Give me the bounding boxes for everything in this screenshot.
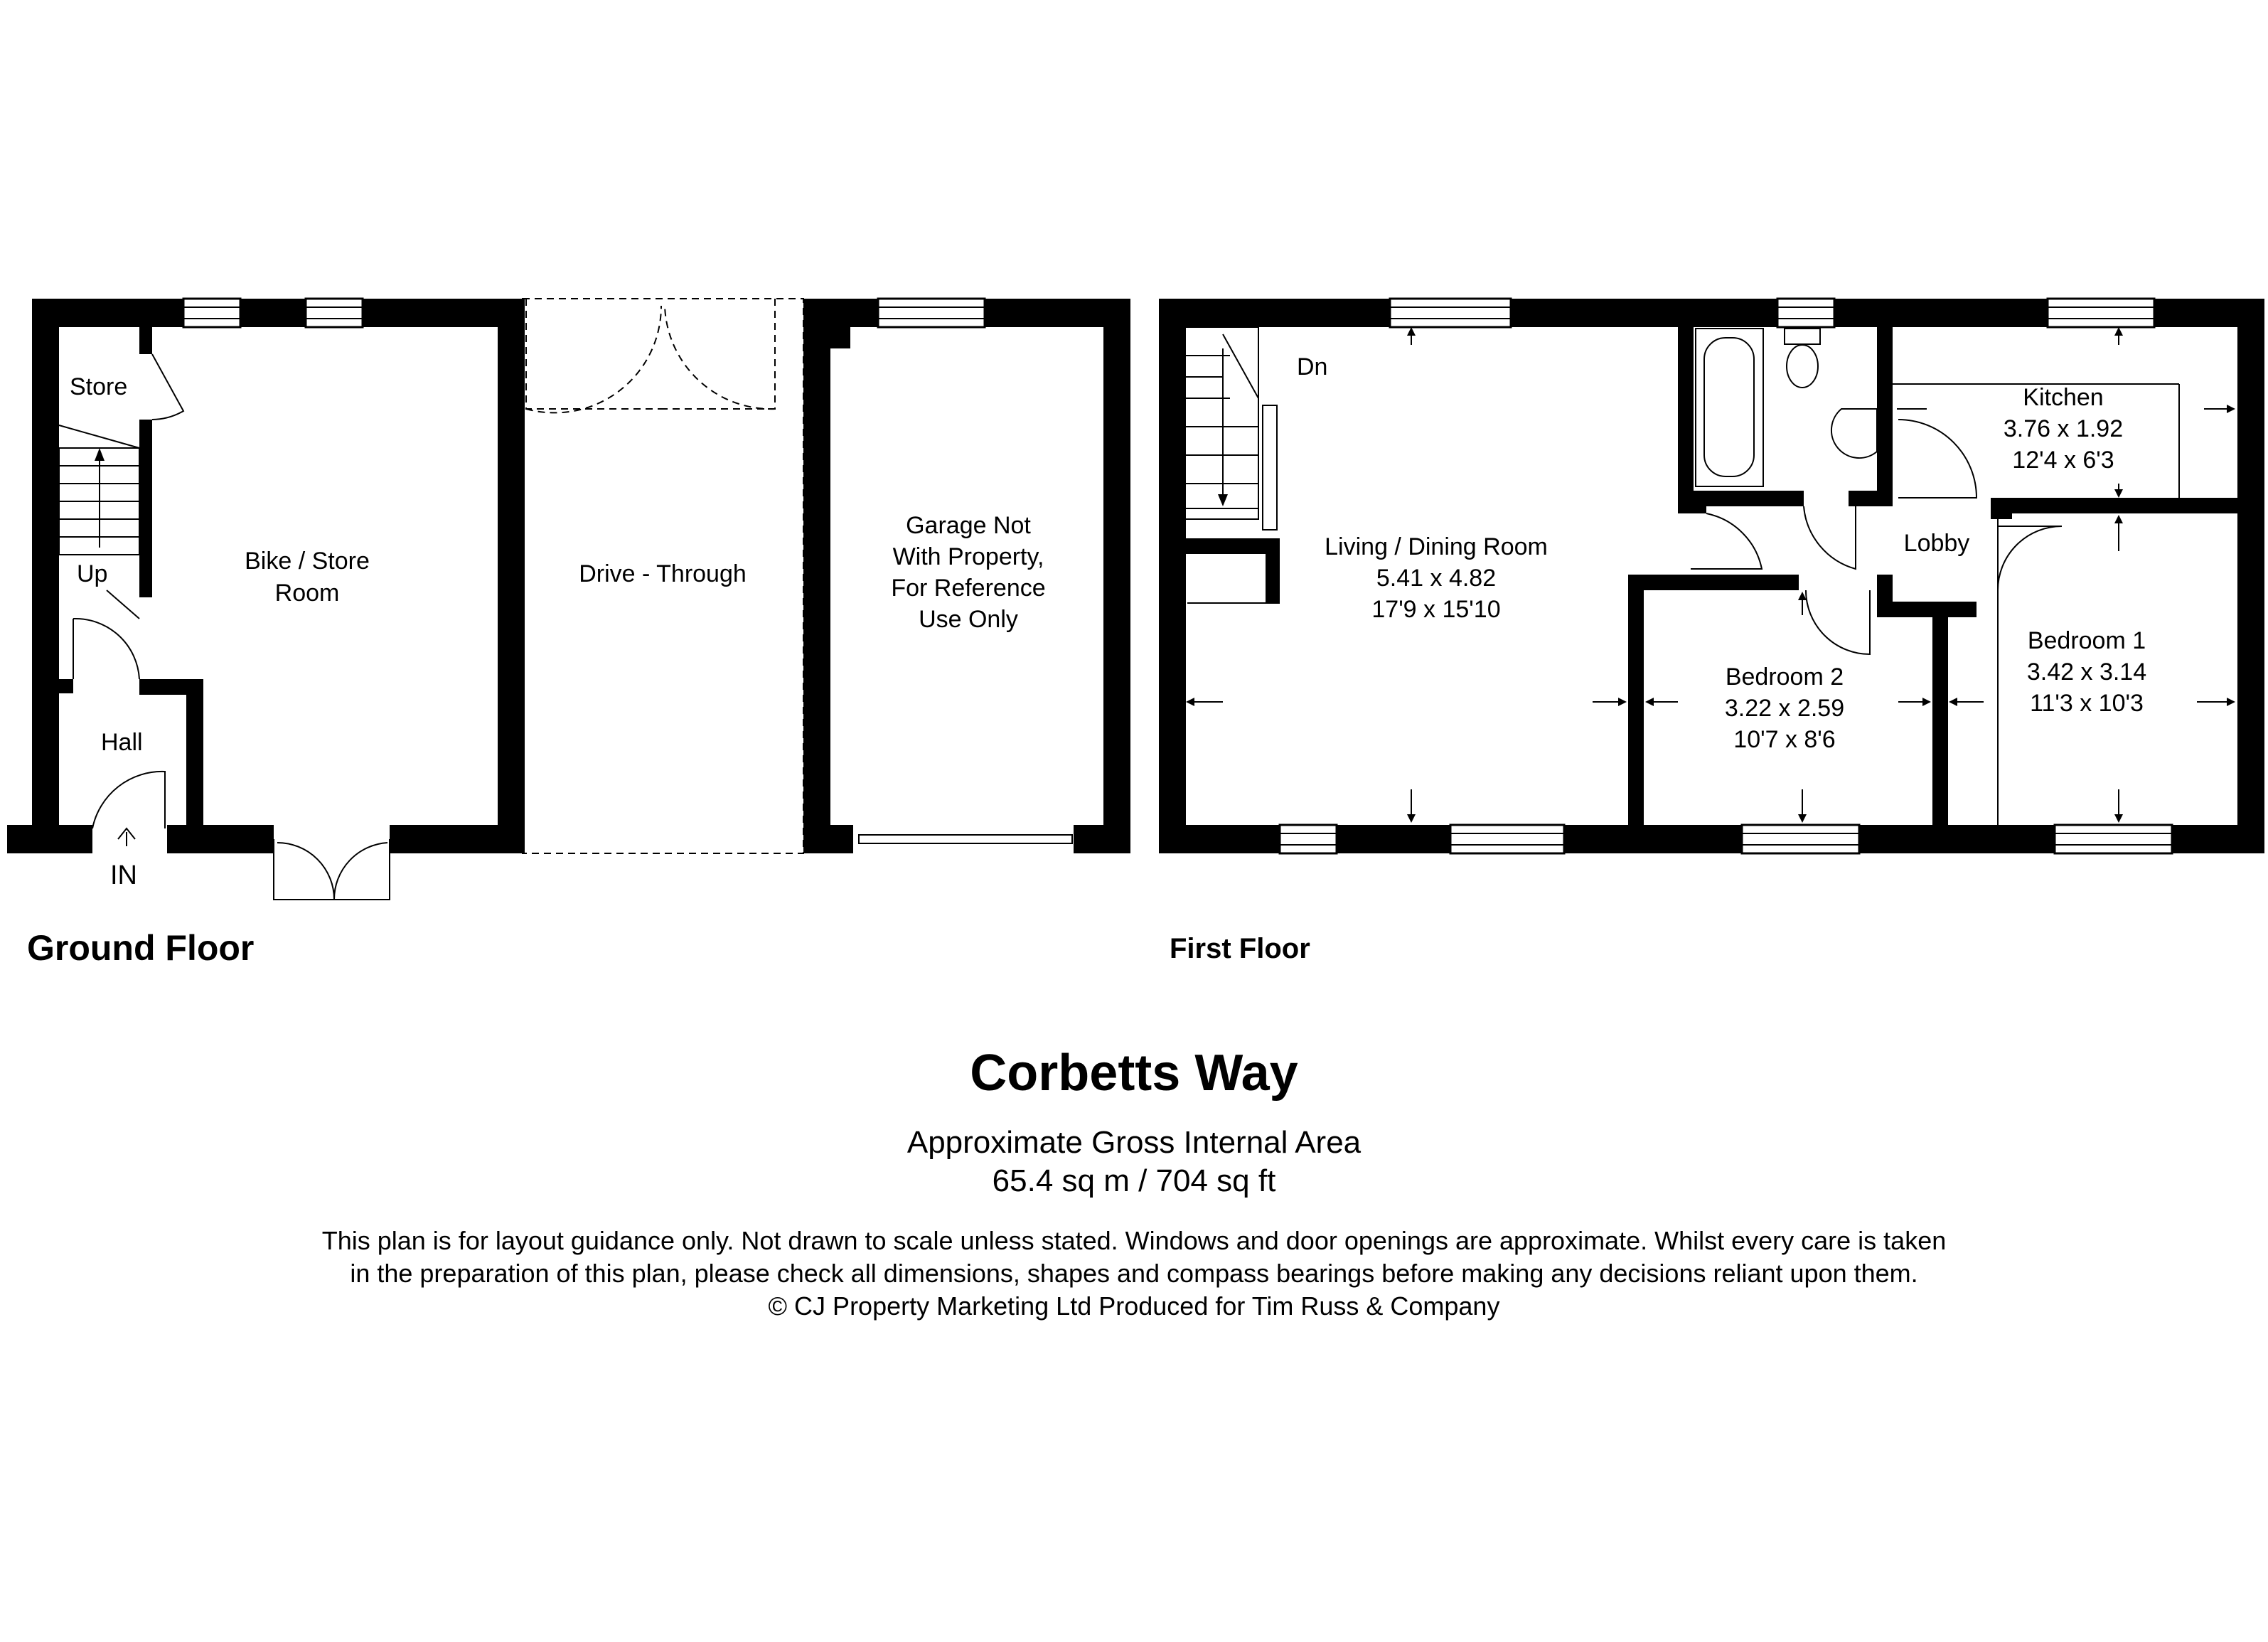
room-label-bedroom1-metric: 3.42 x 3.14 [2026, 659, 2147, 686]
window [306, 299, 363, 327]
property-title: Corbetts Way [970, 1045, 1298, 1102]
copyright-line: © CJ Property Marketing Ltd Produced for Tim Russ & Company [768, 1291, 1500, 1321]
stairs-down [1186, 327, 1277, 530]
entrance-arrow-icon [118, 828, 135, 846]
room-label-kitchen-metric: 3.76 x 1.92 [2003, 415, 2124, 442]
stairs-label-dn: Dn [1297, 353, 1328, 380]
entrance-label: IN [110, 860, 137, 890]
window [2055, 825, 2172, 853]
window [1742, 825, 1859, 853]
bath-icon [1696, 329, 1763, 486]
toilet-icon [1785, 329, 1820, 388]
window [1280, 825, 1337, 853]
first-floor-label: First Floor [1170, 933, 1310, 964]
stairs-up [59, 425, 139, 555]
room-label-store: Store [70, 373, 128, 400]
window [1450, 825, 1564, 853]
sink-icon [1831, 409, 1877, 458]
room-label-bedroom2-name: Bedroom 2 [1725, 663, 1844, 691]
room-label-bedroom2-metric: 3.22 x 2.59 [1724, 695, 1845, 722]
room-label-living-metric: 5.41 x 4.82 [1376, 565, 1497, 592]
window [878, 299, 985, 327]
window [183, 299, 240, 327]
ground-floor-label: Ground Floor [27, 928, 255, 968]
garage-note-line2: With Property, [892, 543, 1044, 570]
room-label-bike-store-line2: Room [274, 580, 340, 607]
room-label-lobby: Lobby [1903, 530, 1970, 557]
room-label-bedroom1-imperial: 11'3 x 10'3 [2030, 690, 2144, 717]
stairs-label-up: Up [77, 560, 108, 587]
garage-note-line3: For Reference [891, 575, 1046, 602]
disclaimer-line: in the preparation of this plan, please check all dimensions, shapes and compass bearings before making any decisions reliant upon them. [350, 1259, 1918, 1288]
garage-note-line1: Garage Not [906, 512, 1031, 539]
room-label-drive-through: Drive - Through [579, 560, 747, 587]
room-label-living-name: Living / Dining Room [1325, 533, 1548, 560]
garage-note-line4: Use Only [919, 606, 1018, 633]
area-value: 65.4 sq m / 704 sq ft [992, 1163, 1276, 1198]
window [1777, 299, 1834, 327]
area-heading: Approximate Gross Internal Area [906, 1125, 1362, 1160]
first-floor-plan [1159, 299, 2264, 853]
room-label-living-imperial: 17'9 x 15'10 [1371, 596, 1501, 623]
room-label-bedroom1-name: Bedroom 1 [2027, 627, 2146, 654]
room-label-hall: Hall [101, 729, 143, 756]
disclaimer [0, 1225, 2268, 1323]
window [1390, 299, 1511, 327]
room-label-kitchen-name: Kitchen [2023, 384, 2104, 411]
room-label-kitchen-imperial: 12'4 x 6'3 [2012, 447, 2114, 474]
room-label-bedroom2-imperial: 10'7 x 8'6 [1733, 726, 1836, 753]
room-label-bike-store-line1: Bike / Store [245, 548, 370, 575]
window [2048, 299, 2154, 327]
disclaimer-line: This plan is for layout guidance only. Not drawn to scale unless stated. Windows and door openings are approximate. Whilst every care is taken [321, 1226, 1947, 1255]
